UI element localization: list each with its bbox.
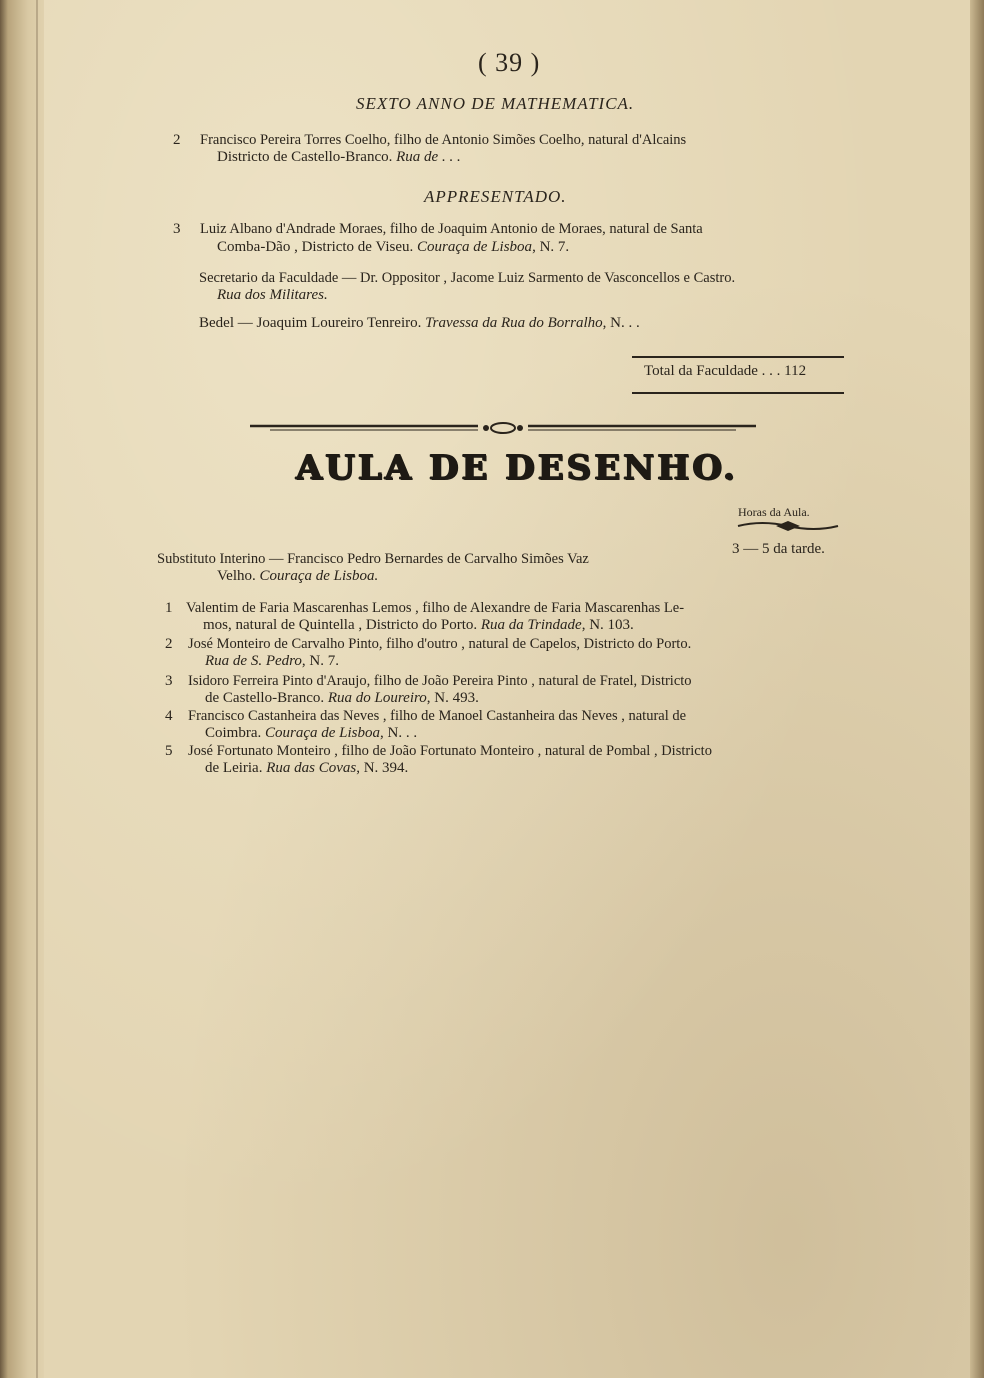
student-text: mos, natural de Quintella , Districto do Porto. xyxy=(203,617,478,633)
student-line: Valentim de Faria Mascarenhas Lemos , filho de Alexandre de Faria Mascarenhas Le- xyxy=(186,600,685,616)
entry-line xyxy=(217,239,569,256)
student-number: 4 xyxy=(165,708,173,724)
student-number: 2 xyxy=(165,636,173,652)
ornamental-divider-icon xyxy=(250,418,756,438)
substituto-line: Substituto Interino — Francisco Pedro Bernardes de Carvalho Simões Vaz xyxy=(157,551,589,567)
substituto-text: Velho. xyxy=(217,568,256,584)
horas-label: Horas da Aula. xyxy=(738,505,810,519)
aula-title: AULA DE DESENHO. xyxy=(296,448,738,488)
section-title-sexto-anno: SEXTO ANNO DE MATHEMATICA. xyxy=(356,94,635,113)
student-text: de Castello-Branco. xyxy=(205,690,325,706)
secretario-line: Secretario da Faculdade — Dr. Oppositor , Jacome Luiz Sarmento de Vasconcellos e Castro. xyxy=(199,270,736,286)
secretario-address: Rua dos Militares. xyxy=(217,287,328,303)
student-suffix: , N. 7. xyxy=(301,653,340,669)
student-text: Coimbra. xyxy=(205,725,262,741)
student-line xyxy=(205,653,339,670)
entry-address: Couraça de Lisboa xyxy=(417,239,533,255)
student-text: de Leiria. xyxy=(205,760,263,776)
entry-number-suffix: , N. 7. xyxy=(532,239,570,255)
student-line xyxy=(205,725,417,742)
page-fold xyxy=(36,0,38,1378)
substituto-line xyxy=(217,568,378,585)
student-number: 3 xyxy=(165,673,173,689)
student-address: Rua das Covas xyxy=(266,760,357,776)
student-line xyxy=(203,617,634,634)
total-rule-top xyxy=(632,356,844,358)
student-line: Isidoro Ferreira Pinto d'Araujo, filho de João Pereira Pinto , natural de Fratel, Districto xyxy=(188,673,692,689)
entry-line: Luiz Albano d'Andrade Moraes, filho de Joaquim Antonio de Moraes, natural de Santa xyxy=(200,221,703,237)
student-address: Couraça de Lisboa xyxy=(265,725,381,741)
student-suffix: , N. 493. xyxy=(426,690,479,706)
student-suffix: , N. 394. xyxy=(356,760,409,776)
student-number: 1 xyxy=(165,600,173,616)
student-line: Francisco Castanheira das Neves , filho de Manoel Castanheira das Neves , natural de xyxy=(188,708,687,724)
entry-text: Districto de Castello-Branco. xyxy=(217,149,393,165)
bedel-suffix: , N. . . xyxy=(602,315,640,331)
entry-number: 3 xyxy=(173,221,181,237)
student-line xyxy=(205,760,408,777)
page-number: ( 39 ) xyxy=(478,48,541,77)
page-edge xyxy=(970,0,984,1378)
student-address: Rua de S. Pedro xyxy=(205,653,302,669)
entry-line xyxy=(217,149,461,166)
bedel-text: Bedel — Joaquim Loureiro Tenreiro. xyxy=(199,315,422,331)
total-rule-bottom xyxy=(632,392,844,394)
student-line xyxy=(205,690,479,707)
entry-number: 2 xyxy=(173,132,181,148)
student-address: Rua do Loureiro xyxy=(327,690,427,706)
bedel-address: Travessa da Rua do Borralho xyxy=(425,315,603,331)
entry-text: Comba-Dão , Districto de Viseu. xyxy=(217,239,414,255)
student-line: José Fortunato Monteiro , filho de João Fortunato Monteiro , natural de Pombal , Districto xyxy=(188,743,712,759)
substituto-address: Couraça de Lisboa. xyxy=(259,568,379,584)
faculty-total: Total da Faculdade . . . 112 xyxy=(644,363,807,379)
student-suffix: , N. . . xyxy=(380,725,418,741)
student-line: José Monteiro de Carvalho Pinto, filho d'outro , natural de Capelos, Districto do Porto. xyxy=(188,636,692,652)
student-address: Rua da Trindade xyxy=(480,617,582,633)
entry-address: Rua de . . . xyxy=(396,149,461,165)
entry-line: Francisco Pereira Torres Coelho, filho de Antonio Simões Coelho, natural d'Alcains xyxy=(200,132,687,148)
section-title-appresentado: APPRESENTADO. xyxy=(424,187,567,206)
bedel-line xyxy=(199,315,640,332)
flourish-icon xyxy=(736,518,840,534)
student-suffix: , N. 103. xyxy=(581,617,634,633)
horas-value: 3 — 5 da tarde. xyxy=(732,541,825,557)
student-number: 5 xyxy=(165,743,173,759)
